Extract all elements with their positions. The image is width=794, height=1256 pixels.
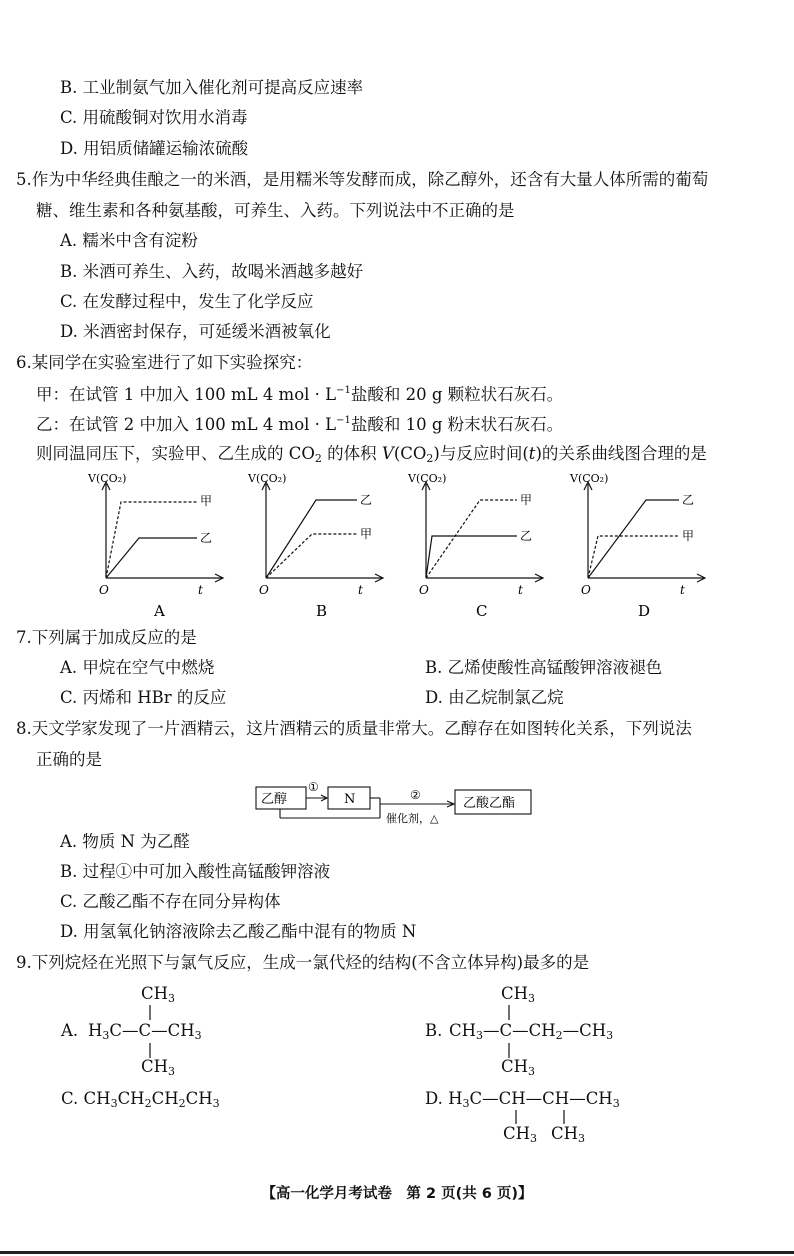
axis-label-t: t [518, 583, 523, 597]
atoms: CH [585, 1089, 613, 1108]
origin-label: O [259, 583, 269, 597]
subscript: 3 [168, 1065, 176, 1078]
main-chain [425, 1091, 620, 1109]
label-yi: 乙 [682, 493, 695, 507]
axis-label-y: V(CO₂) [408, 472, 447, 485]
atoms: CH [83, 1089, 111, 1108]
q6-number: 6. [16, 353, 32, 372]
q6-q-text: (CO [393, 444, 427, 463]
atoms: CH [579, 1021, 607, 1040]
q6-stem [16, 355, 312, 372]
axis-label-y: V(CO₂) [88, 472, 127, 485]
subscript: 3 [476, 1029, 484, 1042]
label-jia: 甲 [520, 493, 533, 507]
box-n-label: N [344, 792, 356, 807]
label-jia: 甲 [682, 529, 695, 543]
q6-q-var-t: t [528, 444, 536, 463]
subscript: 2 [555, 1029, 563, 1042]
subscript: 3 [462, 1097, 470, 1110]
q7-stem [16, 630, 197, 647]
unit-superscript: −1 [336, 385, 351, 396]
atoms: CH [501, 984, 529, 1003]
label-jia: 甲 [360, 527, 373, 541]
q8-stem-line2: 正确的是 [36, 750, 102, 769]
option-letter: D. [425, 1089, 443, 1108]
q4-option-d: D. 用铝质储罐运输浓硫酸 [60, 139, 249, 158]
step1-label: ① [308, 780, 319, 794]
origin-label: O [99, 583, 109, 597]
atoms: CH [551, 1124, 579, 1143]
page-footer: 【高一化学月考试卷 第 2 页(共 6 页)】 [261, 1186, 533, 1202]
atoms: CH [503, 1124, 531, 1143]
atoms: CH [117, 1089, 145, 1108]
methyl-top [501, 986, 535, 1004]
q4-option-c: C. 用硫酸铜对饮用水消毒 [60, 108, 248, 127]
bond: — [483, 1021, 500, 1040]
q8-option-c: C. 乙酸乙酯不存在同分异构体 [60, 892, 281, 911]
q5-option-c: C. 在发酵过程中，发生了化学反应 [60, 292, 314, 311]
q8-option-b: B. 过程①中可加入酸性高锰酸钾溶液 [60, 862, 331, 881]
label-yi: 乙 [520, 529, 533, 543]
subscript: 3 [528, 1065, 536, 1078]
q5-option-d: D. 米酒密封保存，可延缓米酒被氧化 [60, 322, 331, 341]
option-letter: C. [61, 1089, 79, 1108]
axis-label-t: t [358, 583, 363, 597]
subscript: 3 [606, 1029, 614, 1042]
scan-edge [0, 1251, 794, 1254]
main-chain [449, 1023, 613, 1041]
label-yi: 乙 [200, 531, 213, 545]
q7-option-b: B. 乙烯使酸性高锰酸钾溶液褪色 [425, 658, 663, 677]
q7-option-c: C. 丙烯和 HBr 的反应 [60, 688, 227, 707]
bond: — [569, 1089, 586, 1108]
atoms: CH [151, 1089, 179, 1108]
conversion-diagram [250, 778, 540, 828]
curve-yi [588, 500, 679, 578]
q6-jia-text: 甲：在试管 1 中加入 100 mL 4 mol · L [36, 385, 337, 404]
subscript: 3 [194, 1029, 202, 1042]
subscript: 3 [612, 1097, 620, 1110]
q6-experiment-jia [36, 386, 563, 404]
bonds [504, 1003, 514, 1063]
q8-number: 8. [16, 719, 32, 738]
q8-stem-text: 天文学家发现了一片酒精云，这片酒精云的质量非常大。乙醇存在如图转化关系，下列说法 [31, 719, 692, 738]
subscript: 3 [168, 992, 176, 1005]
origin-label: O [581, 583, 591, 597]
q9-option-c [61, 1091, 220, 1109]
subscript: 2 [144, 1097, 152, 1110]
subscript: 2 [314, 452, 322, 465]
q8-option-d: D. 用氢氧化钠溶液除去乙酸乙酯中混有的物质 N [60, 922, 417, 941]
atoms: CH [167, 1021, 195, 1040]
subscript: 2 [426, 452, 434, 465]
atoms: CH [528, 1021, 556, 1040]
atoms: CH [141, 1057, 169, 1076]
subscript: 3 [530, 1132, 538, 1145]
bond: — [482, 1089, 499, 1108]
graph-option-label: B [316, 602, 328, 620]
atoms: CH [185, 1089, 213, 1108]
atoms: C [499, 1021, 513, 1040]
subscript: 3 [528, 992, 536, 1005]
graph-b [244, 470, 394, 620]
q5-option-b: B. 米酒可养生、入药，故喝米酒越多越好 [60, 262, 364, 281]
q9-number: 9. [16, 953, 32, 972]
graph-c [404, 470, 554, 620]
subscript: 3 [578, 1132, 586, 1145]
bond: — [525, 1089, 543, 1108]
bond: — [512, 1021, 529, 1040]
q5-stem-line1 [16, 172, 708, 189]
graph-d [566, 470, 716, 620]
atoms: CH [449, 1021, 477, 1040]
q5-stem-text: 作为中华经典佳酿之一的米酒，是用糯米等发酵而成，除乙醇外，还含有大量人体所需的葡萄 [31, 170, 709, 189]
q4-option-b: B. 工业制氨气加入催化剂可提高反应速率 [60, 78, 364, 97]
bond: — [151, 1021, 168, 1040]
label-yi: 乙 [360, 493, 373, 507]
subscript: 3 [102, 1029, 110, 1042]
atoms: CH [542, 1089, 570, 1108]
q7-stem-text: 下列属于加成反应的是 [31, 628, 197, 647]
q6-experiment-yi [36, 416, 563, 434]
q6-yi-text: 乙：在试管 2 中加入 100 mL 4 mol · L [36, 415, 337, 434]
atoms: CH [501, 1057, 529, 1076]
q5-stem-line2: 糖、维生素和各种氨基酸，可养生、入药。下列说法中不正确的是 [36, 201, 515, 220]
option-letter: A. [61, 1021, 79, 1040]
q6-stem-text: 某同学在实验室进行了如下实验探究： [31, 353, 313, 372]
q6-q-text: )与反应时间( [433, 444, 529, 463]
q8-stem-line1 [16, 721, 692, 738]
atoms: H [88, 1021, 103, 1040]
q9-stem [16, 955, 589, 972]
atoms: CH [141, 984, 169, 1003]
q9-stem-text: 下列烷烃在光照下与氯气反应，生成一氯代烃的结构(不含立体异构)最多的是 [31, 953, 590, 972]
subscript: 2 [178, 1097, 186, 1110]
step2-label: ② [410, 788, 421, 802]
q8-option-a: A. 物质 N 为乙醛 [60, 832, 190, 851]
q5-option-a: A. 糯米中含有淀粉 [60, 231, 198, 250]
q6-q-text: 的体积 [321, 444, 382, 463]
q6-q-var-v: V [381, 444, 394, 463]
methyl-top [141, 986, 175, 1004]
subscript: 3 [212, 1097, 220, 1110]
curve-yi [106, 538, 197, 578]
bond: — [122, 1021, 139, 1040]
atoms: C [138, 1021, 152, 1040]
bonds [510, 1108, 570, 1128]
box-ester-label: 乙酸乙酯 [463, 796, 516, 811]
methyl-bottom-1 [503, 1126, 537, 1144]
subscript: 3 [110, 1097, 118, 1110]
axis-label-y: V(CO₂) [570, 472, 609, 485]
label-jia: 甲 [200, 494, 213, 508]
graph-a [84, 470, 234, 620]
condition-label: 催化剂，△ [386, 812, 439, 825]
graph-option-label: D [638, 602, 651, 620]
q7-option-d: D. 由乙烷制氯乙烷 [425, 688, 564, 707]
graph-option-label: A [154, 602, 165, 620]
unit-superscript: −1 [336, 415, 351, 426]
atoms: CH [498, 1089, 526, 1108]
curve-jia [106, 502, 197, 578]
graph-option-label: C [476, 602, 488, 620]
axis-label-y: V(CO₂) [248, 472, 287, 485]
q6-q-text: 则同温同压下，实验甲、乙生成的 CO [36, 444, 315, 463]
origin-label: O [419, 583, 429, 597]
q5-number: 5. [16, 170, 32, 189]
axis-label-t: t [680, 583, 685, 597]
methyl-bottom-2 [551, 1126, 585, 1144]
bond: — [562, 1021, 580, 1040]
atoms: C [109, 1021, 123, 1040]
q6-q-text: )的关系曲线图合理的是 [535, 444, 707, 463]
q7-option-a: A. 甲烷在空气中燃烧 [60, 658, 215, 677]
curve-jia [426, 500, 517, 578]
curve-yi [266, 500, 357, 578]
q6-question [36, 446, 707, 464]
box-ethanol-label: 乙醇 [261, 792, 288, 807]
option-letter: B. [425, 1021, 443, 1040]
q6-jia-text-2: 盐酸和 20 g 颗粒状石灰石。 [350, 385, 564, 404]
curve-yi [426, 536, 517, 578]
q7-number: 7. [16, 628, 32, 647]
bonds [145, 1003, 155, 1063]
atoms: C [469, 1089, 483, 1108]
atoms: H [448, 1089, 463, 1108]
axis-label-t: t [198, 583, 203, 597]
q6-yi-text-2: 盐酸和 10 g 粉末状石灰石。 [350, 415, 564, 434]
curve-jia [588, 536, 679, 578]
